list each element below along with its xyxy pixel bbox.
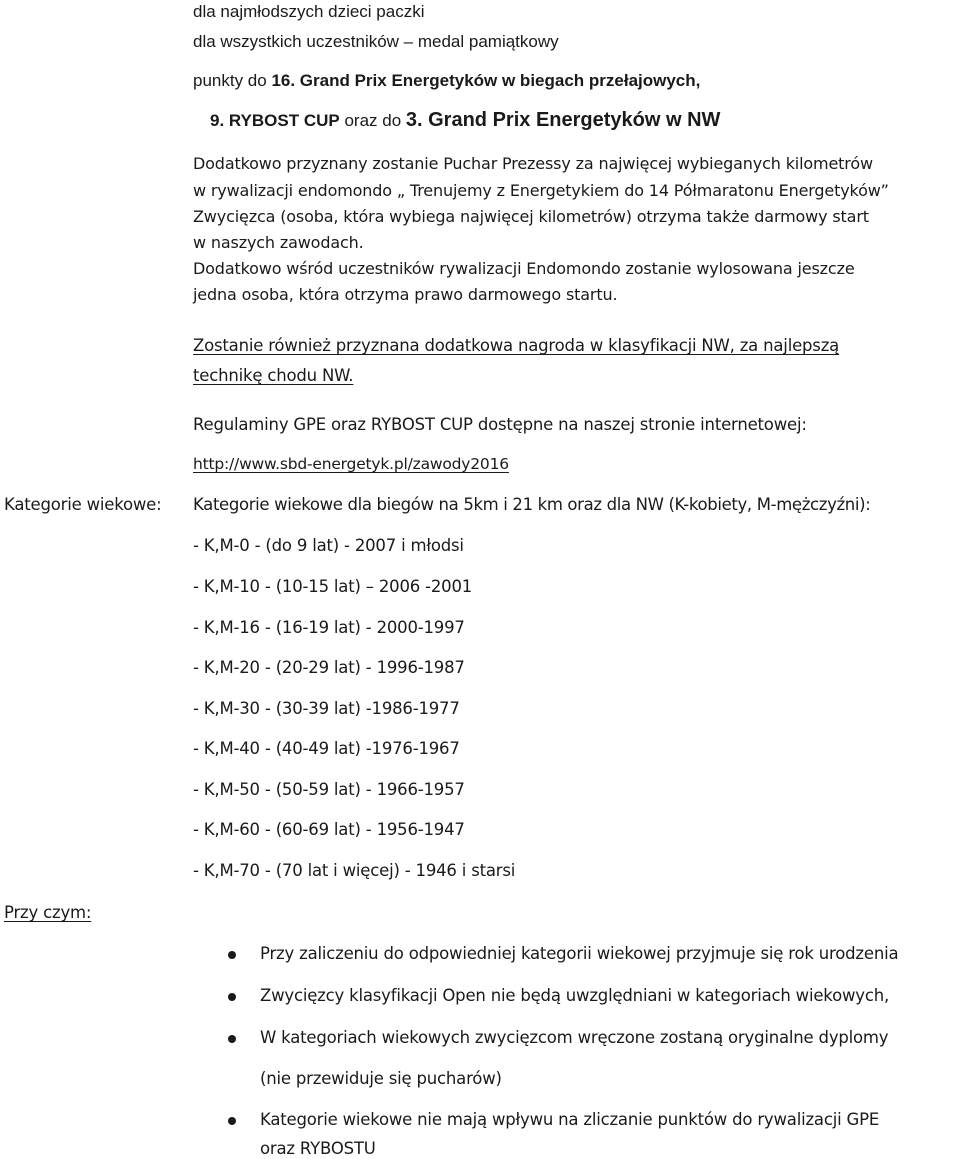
rybost-line [210, 110, 720, 130]
note-points-line1: Kategorie wiekowe nie mają wpływu na zliczanie punktów do rywalizacji GPE [260, 1110, 880, 1129]
bonus-p2-line1: Dodatkowo wśród uczestników rywalizacji Endomondo zostanie wylosowana jeszcze [193, 259, 855, 278]
category-item: - K,M-30 - (30-39 lat) -1986-1977 [193, 699, 460, 718]
regulations-link[interactable]: http://www.sbd-energetyk.pl/zawody2016 [193, 455, 509, 473]
category-item: - K,M-10 - (10-15 lat) – 2006 -2001 [193, 577, 473, 596]
points-prefix: punkty do [193, 71, 272, 90]
note-points-line2: oraz RYBOSTU [260, 1139, 376, 1158]
points-grand-prix: 16. Grand Prix Energetyków w biegach przełajowych, [271, 71, 701, 90]
notes-label: Przy czym: [4, 903, 92, 922]
regulations-text: Regulaminy GPE oraz RYBOST CUP dostępne na naszej stronie internetowej: [193, 415, 807, 434]
category-item: - K,M-40 - (40-49 lat) -1976-1967 [193, 739, 460, 758]
nw-award-line2: technikę chodu NW. [193, 366, 354, 385]
bullet-icon [228, 1117, 236, 1125]
note-diplomas-line2: (nie przewiduje się pucharów) [260, 1069, 502, 1088]
category-item: - K,M-70 - (70 lat i więcej) - 1946 i starsi [193, 861, 516, 880]
category-item: - K,M-50 - (50-59 lat) - 1966-1957 [193, 780, 465, 799]
note-diplomas-line1: W kategoriach wiekowych zwycięzcom wręczone zostaną oryginalne dyplomy [260, 1028, 889, 1047]
bullet-icon [228, 951, 236, 959]
category-item: - K,M-60 - (60-69 lat) - 1956-1947 [193, 820, 465, 839]
note-birth-year: Przy zaliczeniu do odpowiedniej kategorii wiekowej przyjmuje się rok urodzenia [260, 944, 899, 963]
bonus-p1-line3: Zwycięzca (osoba, która wybiega najwięcej kilometrów) otrzyma także darmowy start [193, 207, 869, 226]
nw-award-line1: Zostanie również przyznana dodatkowa nagroda w klasyfikacji NW, za najlepszą [193, 336, 840, 355]
category-item: - K,M-20 - (20-29 lat) - 1996-1987 [193, 658, 465, 677]
bonus-p1-line1: Dodatkowo przyznany zostanie Puchar Prezessy za najwięcej wybieganych kilometrów [193, 154, 873, 173]
category-item: - K,M-0 - (do 9 lat) - 2007 i młodsi [193, 536, 464, 555]
bonus-p2-line2: jedna osoba, która otrzyma prawo darmowego startu. [193, 285, 618, 304]
bullet-icon [228, 1035, 236, 1043]
prize-line-children: dla najmłodszych dzieci paczki [193, 2, 425, 21]
prize-line-medal: dla wszystkich uczestników – medal pamiątkowy [193, 32, 559, 51]
note-open-winners: Zwycięzcy klasyfikacji Open nie będą uwzględniani w kategoriach wiekowych, [260, 986, 890, 1005]
rybost-mid: oraz do [339, 111, 406, 130]
categories-intro: Kategorie wiekowe dla biegów na 5km i 21 km oraz dla NW (K-kobiety, M-mężczyźni): [193, 495, 871, 514]
rybost-cup: 9. RYBOST CUP [210, 111, 340, 130]
grand-prix-nw: 3. Grand Prix Energetyków w NW [405, 109, 721, 131]
bonus-p1-line4: w naszych zawodach. [193, 233, 364, 252]
category-item: - K,M-16 - (16-19 lat) - 2000-1997 [193, 618, 465, 637]
bonus-p1-line2: w rywalizacji endomondo „ Trenujemy z Energetykiem do 14 Półmaratonu Energetyków” [193, 181, 889, 200]
bullet-icon [228, 993, 236, 1001]
points-line [193, 72, 700, 89]
categories-label: Kategorie wiekowe: [4, 495, 162, 514]
